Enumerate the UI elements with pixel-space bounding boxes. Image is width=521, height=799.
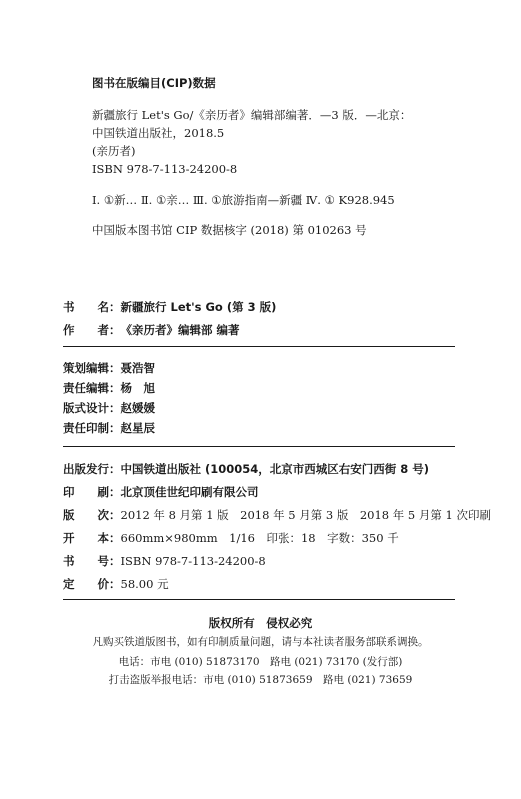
staff-value: 赵星辰: [120, 421, 155, 435]
pub-row: [63, 485, 259, 499]
divider-1: [63, 346, 455, 347]
divider-3: [63, 599, 455, 600]
cip-isbn: ISBN 978-7-113-24200-8: [92, 162, 238, 176]
cip-heading: 图书在版编目(CIP)数据: [92, 76, 216, 90]
staff-label: 策划编辑：: [63, 361, 121, 375]
pub-row: [63, 554, 266, 568]
staff-value: 赵媛媛: [120, 401, 155, 415]
book-author-label: 作 者：: [63, 323, 121, 337]
pub-value: 中国铁道出版社 (100054，北京市西城区右安门西街 8 号): [120, 462, 430, 476]
phone-notice: 电话：市电 (010) 51873170 路电 (021) 73170 (发行部): [118, 656, 403, 668]
quality-notice: 凡购买铁道版图书，如有印制质量问题，请与本社读者服务部联系调换。: [92, 636, 429, 648]
pub-row: [63, 462, 429, 476]
rights-notice: 版权所有 侵权必究: [208, 616, 313, 630]
pub-value: ISBN 978-7-113-24200-8: [120, 554, 266, 568]
divider-2: [63, 446, 455, 447]
pub-value: 北京顶佳世纪印刷有限公司: [120, 485, 259, 499]
staff-row: [63, 421, 155, 435]
book-title-value: 新疆旅行 Let's Go (第 3 版): [120, 300, 277, 314]
pub-row: [63, 531, 399, 545]
pub-label: 书 号：: [63, 554, 121, 568]
staff-label: 版式设计：: [63, 401, 121, 415]
staff-label: 责任编辑：: [63, 381, 121, 395]
pub-label: 开 本：: [63, 531, 121, 545]
pub-value: 2012 年 8 月第 1 版 2018 年 5 月第 3 版 2018 年 5 月第 1 次印刷: [120, 508, 492, 522]
staff-value: 杨 旭: [120, 381, 155, 395]
book-title-row: [63, 300, 276, 314]
cip-line-3: (亲历者): [92, 144, 136, 158]
staff-value: 聂浩智: [120, 361, 155, 375]
pub-label: 印 刷：: [63, 485, 121, 499]
pub-value: 660mm×980mm 1/16 印张：18 字数：350 千: [120, 531, 399, 545]
pub-label: 定 价：: [63, 577, 121, 591]
book-author-row: [63, 323, 240, 337]
staff-row: [63, 401, 155, 415]
pub-row: [63, 508, 491, 522]
pub-label: 版 次：: [63, 508, 121, 522]
cip-line-1: 新疆旅行 Let's Go/《亲历者》编辑部编著．—3 版．—北京：: [92, 108, 412, 122]
staff-row: [63, 361, 155, 375]
book-author-value: 《亲历者》编辑部 编著: [120, 323, 240, 337]
staff-label: 责任印制：: [63, 421, 121, 435]
pub-row: [63, 577, 169, 591]
book-title-label: 书 名：: [63, 300, 121, 314]
pub-label: 出版发行：: [63, 462, 121, 476]
cip-number: 中国版本图书馆 CIP 数据核字 (2018) 第 010263 号: [92, 223, 367, 237]
pub-value: 58.00 元: [120, 577, 169, 591]
cip-line-2: 中国铁道出版社，2018.5: [92, 126, 225, 140]
cip-classification: Ⅰ. ①新… Ⅱ. ①亲… Ⅲ. ①旅游指南—新疆 Ⅳ. ① K928.945: [92, 193, 395, 207]
piracy-notice: 打击盗版举报电话：市电 (010) 51873659 路电 (021) 73659: [108, 674, 413, 686]
staff-row: [63, 381, 155, 395]
